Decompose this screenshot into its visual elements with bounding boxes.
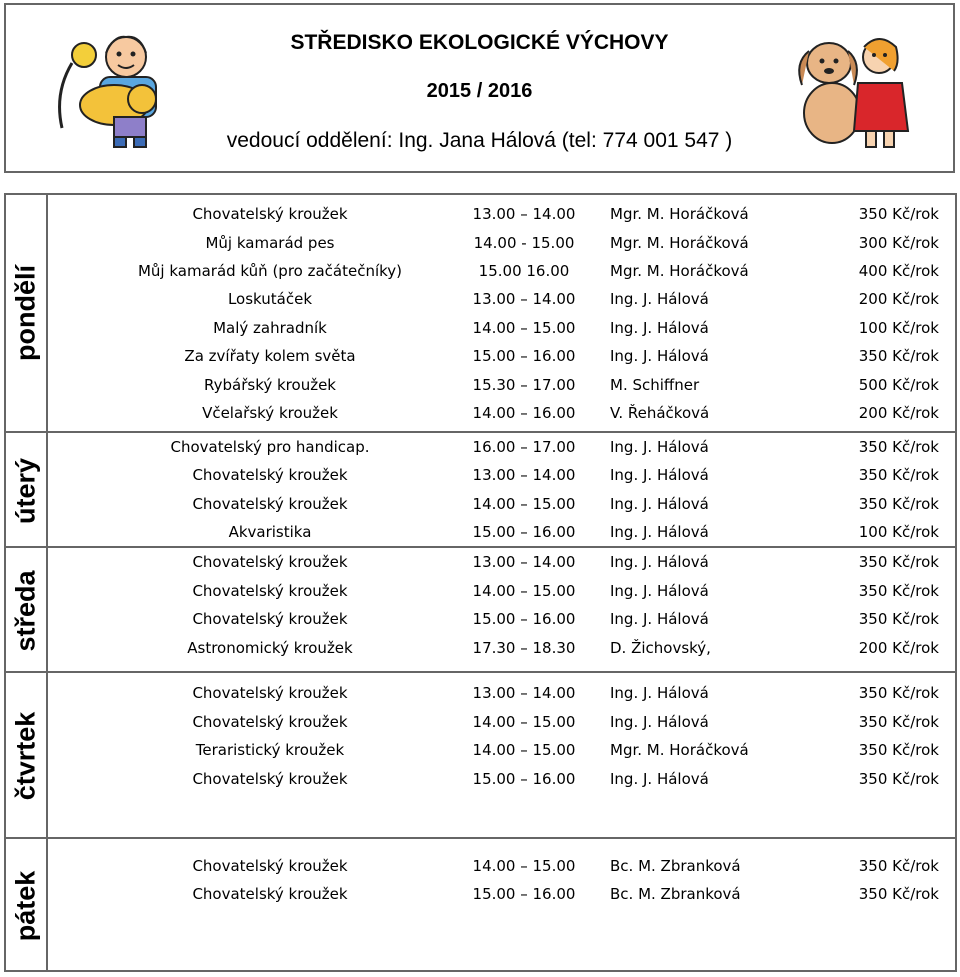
course-time: 14.00 – 15.00	[472, 495, 576, 513]
course-time: 15.00 – 16.00	[472, 347, 576, 365]
day-section-tuesday	[6, 431, 955, 548]
day-section-wednesday	[6, 546, 955, 673]
course-time: 15.00 16.00	[478, 262, 570, 280]
course-time: 14.00 – 15.00	[472, 582, 576, 600]
course-name: Loskutáček	[227, 290, 313, 308]
girl-with-dog-illustration	[784, 33, 919, 153]
course-teacher: Ing. J. Hálová	[610, 347, 709, 365]
day-label-cell	[6, 548, 48, 673]
course-price: 350 Kč/rok	[858, 885, 939, 903]
course-price: 350 Kč/rok	[858, 857, 939, 875]
day-label: čtvrtek	[10, 711, 41, 801]
table-row	[48, 314, 955, 342]
table-row	[48, 371, 955, 399]
course-price: 350 Kč/rok	[858, 713, 939, 731]
course-teacher: Ing. J. Hálová	[610, 523, 709, 541]
table-row	[48, 461, 955, 489]
course-price: 100 Kč/rok	[858, 319, 939, 337]
course-name: Chovatelský kroužek	[192, 205, 348, 223]
course-price: 200 Kč/rok	[858, 290, 939, 308]
course-teacher: Mgr. M. Horáčková	[610, 205, 749, 223]
course-time: 14.00 – 15.00	[472, 741, 576, 759]
course-price: 350 Kč/rok	[858, 347, 939, 365]
course-teacher: Ing. J. Hálová	[610, 770, 709, 788]
table-row	[48, 229, 955, 257]
course-price: 500 Kč/rok	[858, 376, 939, 394]
course-price: 350 Kč/rok	[858, 553, 939, 571]
course-price: 300 Kč/rok	[858, 234, 939, 252]
course-name: Teraristický kroužek	[195, 741, 345, 759]
school-year: 2015 / 2016	[426, 80, 533, 102]
course-price: 350 Kč/rok	[858, 495, 939, 513]
day-label-cell	[6, 433, 48, 548]
table-row	[48, 342, 955, 370]
header-box	[4, 3, 955, 173]
course-time: 13.00 – 14.00	[472, 553, 576, 571]
course-price: 200 Kč/rok	[858, 404, 939, 422]
course-name: Astronomický kroužek	[187, 639, 353, 657]
course-teacher: Ing. J. Hálová	[610, 290, 709, 308]
course-time: 15.00 – 16.00	[472, 885, 576, 903]
course-name: Chovatelský kroužek	[192, 582, 348, 600]
course-teacher: D. Žichovský,	[610, 639, 711, 657]
course-time: 13.00 – 14.00	[472, 290, 576, 308]
course-teacher: Ing. J. Hálová	[610, 684, 709, 702]
course-price: 350 Kč/rok	[858, 466, 939, 484]
course-price: 400 Kč/rok	[858, 262, 939, 280]
course-time: 17.30 – 18.30	[472, 639, 576, 657]
course-time: 16.00 – 17.00	[472, 438, 576, 456]
course-price: 350 Kč/rok	[858, 438, 939, 456]
course-time: 14.00 – 15.00	[472, 713, 576, 731]
course-teacher: M. Schiffner	[610, 376, 700, 394]
course-teacher: Mgr. M. Horáčková	[610, 262, 749, 280]
course-teacher: Ing. J. Hálová	[610, 319, 709, 337]
day-label: pátek	[10, 870, 41, 941]
course-name: Rybářský kroužek	[204, 376, 336, 394]
course-teacher: V. Řeháčková	[610, 404, 710, 422]
table-row	[48, 708, 955, 736]
page-title: STŘEDISKO EKOLOGICKÉ VÝCHOVY	[290, 31, 669, 54]
course-name: Chovatelský kroužek	[192, 684, 348, 702]
table-row	[48, 577, 955, 605]
day-section-monday	[6, 195, 955, 431]
course-price: 350 Kč/rok	[858, 684, 939, 702]
department-leader: vedoucí oddělení: Ing. Jana Hálová (tel: 774 001 547 )	[226, 129, 733, 152]
table-row	[48, 736, 955, 764]
table-row	[48, 200, 955, 228]
course-name: Akvaristika	[228, 523, 312, 541]
course-teacher: Mgr. M. Horáčková	[610, 741, 749, 759]
course-time: 13.00 – 14.00	[472, 205, 576, 223]
course-time: 15.00 – 16.00	[472, 523, 576, 541]
course-name: Malý zahradník	[213, 319, 327, 337]
course-time: 14.00 - 15.00	[473, 234, 575, 252]
course-name: Chovatelský kroužek	[192, 466, 348, 484]
course-name: Můj kamarád pes	[205, 234, 335, 252]
table-row	[48, 852, 955, 880]
day-label: úterý	[10, 457, 41, 524]
course-price: 100 Kč/rok	[858, 523, 939, 541]
table-row	[48, 679, 955, 707]
course-name: Chovatelský kroužek	[192, 857, 348, 875]
table-row	[48, 548, 955, 576]
table-row	[48, 490, 955, 518]
course-time: 15.00 – 16.00	[472, 610, 576, 628]
day-label-cell	[6, 195, 48, 431]
course-price: 350 Kč/rok	[858, 205, 939, 223]
course-teacher: Ing. J. Hálová	[610, 610, 709, 628]
table-row	[48, 257, 955, 285]
course-time: 15.30 – 17.00	[472, 376, 576, 394]
course-teacher: Bc. M. Zbranková	[610, 885, 741, 903]
course-teacher: Bc. M. Zbranková	[610, 857, 741, 875]
day-label: pondělí	[10, 265, 41, 361]
course-teacher: Mgr. M. Horáčková	[610, 234, 749, 252]
course-time: 14.00 – 16.00	[472, 404, 576, 422]
course-price: 350 Kč/rok	[858, 582, 939, 600]
course-price: 350 Kč/rok	[858, 741, 939, 759]
day-label-cell	[6, 673, 48, 839]
course-name: Chovatelský kroužek	[192, 770, 348, 788]
table-row	[48, 880, 955, 908]
course-name: Chovatelský kroužek	[192, 495, 348, 513]
day-label-cell	[6, 839, 48, 972]
course-teacher: Ing. J. Hálová	[610, 495, 709, 513]
course-name: Za zvířaty kolem světa	[184, 347, 356, 365]
course-name: Chovatelský kroužek	[192, 885, 348, 903]
course-teacher: Ing. J. Hálová	[610, 582, 709, 600]
table-row	[48, 765, 955, 793]
table-row	[48, 433, 955, 461]
course-name: Chovatelský kroužek	[192, 713, 348, 731]
table-row	[48, 605, 955, 633]
course-teacher: Ing. J. Hálová	[610, 438, 709, 456]
table-row	[48, 399, 955, 427]
course-price: 200 Kč/rok	[858, 639, 939, 657]
day-section-friday	[6, 837, 955, 972]
schedule-table	[4, 193, 957, 972]
table-row	[48, 285, 955, 313]
day-label: středa	[10, 569, 41, 652]
course-time: 14.00 – 15.00	[472, 857, 576, 875]
table-row	[48, 518, 955, 546]
course-price: 350 Kč/rok	[858, 770, 939, 788]
course-name: Včelařský kroužek	[202, 404, 338, 422]
day-section-thursday	[6, 671, 955, 839]
course-time: 15.00 – 16.00	[472, 770, 576, 788]
course-price: 350 Kč/rok	[858, 610, 939, 628]
course-name: Můj kamarád kůň (pro začátečníky)	[137, 262, 403, 280]
course-teacher: Ing. J. Hálová	[610, 466, 709, 484]
course-time: 13.00 – 14.00	[472, 466, 576, 484]
course-time: 14.00 – 15.00	[472, 319, 576, 337]
course-time: 13.00 – 14.00	[472, 684, 576, 702]
course-teacher: Ing. J. Hálová	[610, 713, 709, 731]
course-teacher: Ing. J. Hálová	[610, 553, 709, 571]
course-name: Chovatelský kroužek	[192, 610, 348, 628]
course-name: Chovatelský kroužek	[192, 553, 348, 571]
table-row	[48, 634, 955, 662]
course-name: Chovatelský pro handicap.	[170, 438, 370, 456]
